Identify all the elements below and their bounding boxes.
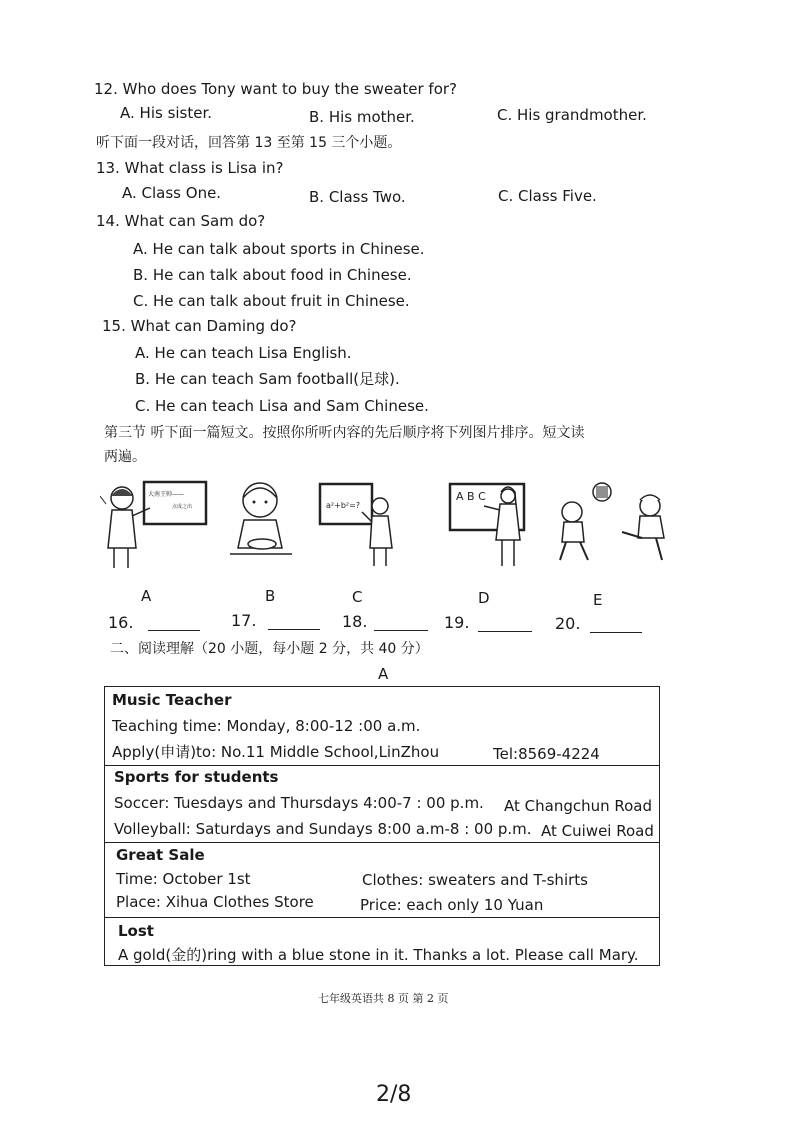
boy-eating-picture	[226, 478, 296, 573]
board-a-text-1: 大南王帅——	[148, 491, 185, 498]
answer-blank-20[interactable]	[590, 632, 642, 633]
answer-label-20: 20.	[555, 614, 581, 633]
music-teacher-title: Music Teacher	[112, 691, 232, 709]
page-footer: 七年级英语共 8 页 第 2 页	[318, 992, 449, 1005]
answer-blank-18[interactable]	[374, 630, 428, 631]
page-indicator: 2/8	[376, 1082, 412, 1107]
instruction-13-15: 听下面一段对话，回答第 13 至第 15 三个小题。	[96, 135, 402, 151]
math-teacher-picture	[318, 480, 398, 570]
picture-label-d: D	[478, 589, 490, 607]
board-a-text-2: 点成之出	[172, 504, 193, 510]
passage-label: A	[378, 665, 389, 683]
q12-option-c: C. His grandmother.	[497, 106, 647, 124]
sale-place: Place: Xihua Clothes Store	[116, 893, 314, 911]
volleyball-place: At Cuiwei Road	[541, 822, 654, 840]
answer-label-19: 19.	[444, 613, 470, 632]
q14-option-b: B. He can talk about food in Chinese.	[133, 266, 412, 284]
table-divider	[104, 917, 660, 918]
music-telephone: Tel:8569-4224	[493, 745, 600, 763]
lost-title: Lost	[118, 922, 154, 940]
english-teacher-picture	[448, 480, 530, 572]
music-teaching-time: Teaching time: Monday, 8:00-12 :00 a.m.	[112, 717, 421, 735]
section3-instruction-line2: 两遍。	[104, 449, 146, 465]
soccer-schedule: Soccer: Tuesdays and Thursdays 4:00-7 : 00 p.m.	[114, 794, 484, 812]
teacher-pointing-board-picture	[100, 478, 210, 573]
q12-option-b: B. His mother.	[309, 108, 415, 126]
q14-option-a: A. He can talk about sports in Chinese.	[133, 240, 425, 258]
kids-football-picture	[552, 480, 674, 570]
sale-price: Price: each only 10 Yuan	[360, 896, 544, 914]
picture-label-c: C	[352, 588, 363, 606]
answer-label-16: 16.	[108, 613, 134, 632]
q14-option-c: C. He can talk about fruit in Chinese.	[133, 292, 410, 310]
soccer-place: At Changchun Road	[504, 797, 653, 815]
volleyball-schedule: Volleyball: Saturdays and Sundays 8:00 a.m-8 : 00 p.m.	[114, 820, 532, 838]
music-apply-to: Apply(申请)to: No.11 Middle School,LinZhou	[112, 743, 440, 761]
board-c-text: a²+b²=?	[326, 501, 361, 510]
answer-label-17: 17.	[231, 611, 257, 630]
q14-stem: 14. What can Sam do?	[96, 212, 266, 230]
reading-section-title: 二、阅读理解（20 小题，每小题 2 分，共 40 分）	[110, 641, 429, 657]
q15-option-c: C. He can teach Lisa and Sam Chinese.	[135, 397, 429, 415]
table-divider	[104, 842, 660, 843]
answer-blank-19[interactable]	[478, 631, 532, 632]
lost-text: A gold(金的)ring with a blue stone in it. Thanks a lot. Please call Mary.	[118, 946, 639, 964]
q13-stem: 13. What class is Lisa in?	[96, 159, 284, 177]
picture-label-a: A	[141, 587, 152, 605]
q15-stem: 15. What can Daming do?	[102, 317, 297, 335]
q13-option-c: C. Class Five.	[498, 187, 597, 205]
answer-blank-17[interactable]	[268, 629, 320, 630]
sale-clothes: Clothes: sweaters and T-shirts	[362, 871, 588, 889]
q13-option-a: A. Class One.	[122, 184, 222, 202]
q15-option-b: B. He can teach Sam football(足球).	[135, 370, 400, 388]
q12-option-a: A. His sister.	[120, 104, 213, 122]
picture-label-e: E	[593, 591, 603, 609]
board-d-text: A B C	[456, 490, 486, 503]
sale-time: Time: October 1st	[116, 870, 251, 888]
answer-blank-16[interactable]	[148, 630, 200, 631]
q15-option-a: A. He can teach Lisa English.	[135, 344, 352, 362]
picture-label-b: B	[265, 587, 276, 605]
section3-instruction-line1: 第三节 听下面一篇短文。按照你所听内容的先后顺序将下列图片排序。短文读	[104, 425, 585, 441]
q12-stem: 12. Who does Tony want to buy the sweater for?	[94, 80, 457, 98]
table-divider	[104, 765, 660, 766]
q13-option-b: B. Class Two.	[309, 188, 406, 206]
answer-label-18: 18.	[342, 612, 368, 631]
sale-title: Great Sale	[116, 846, 205, 864]
sports-title: Sports for students	[114, 768, 279, 786]
